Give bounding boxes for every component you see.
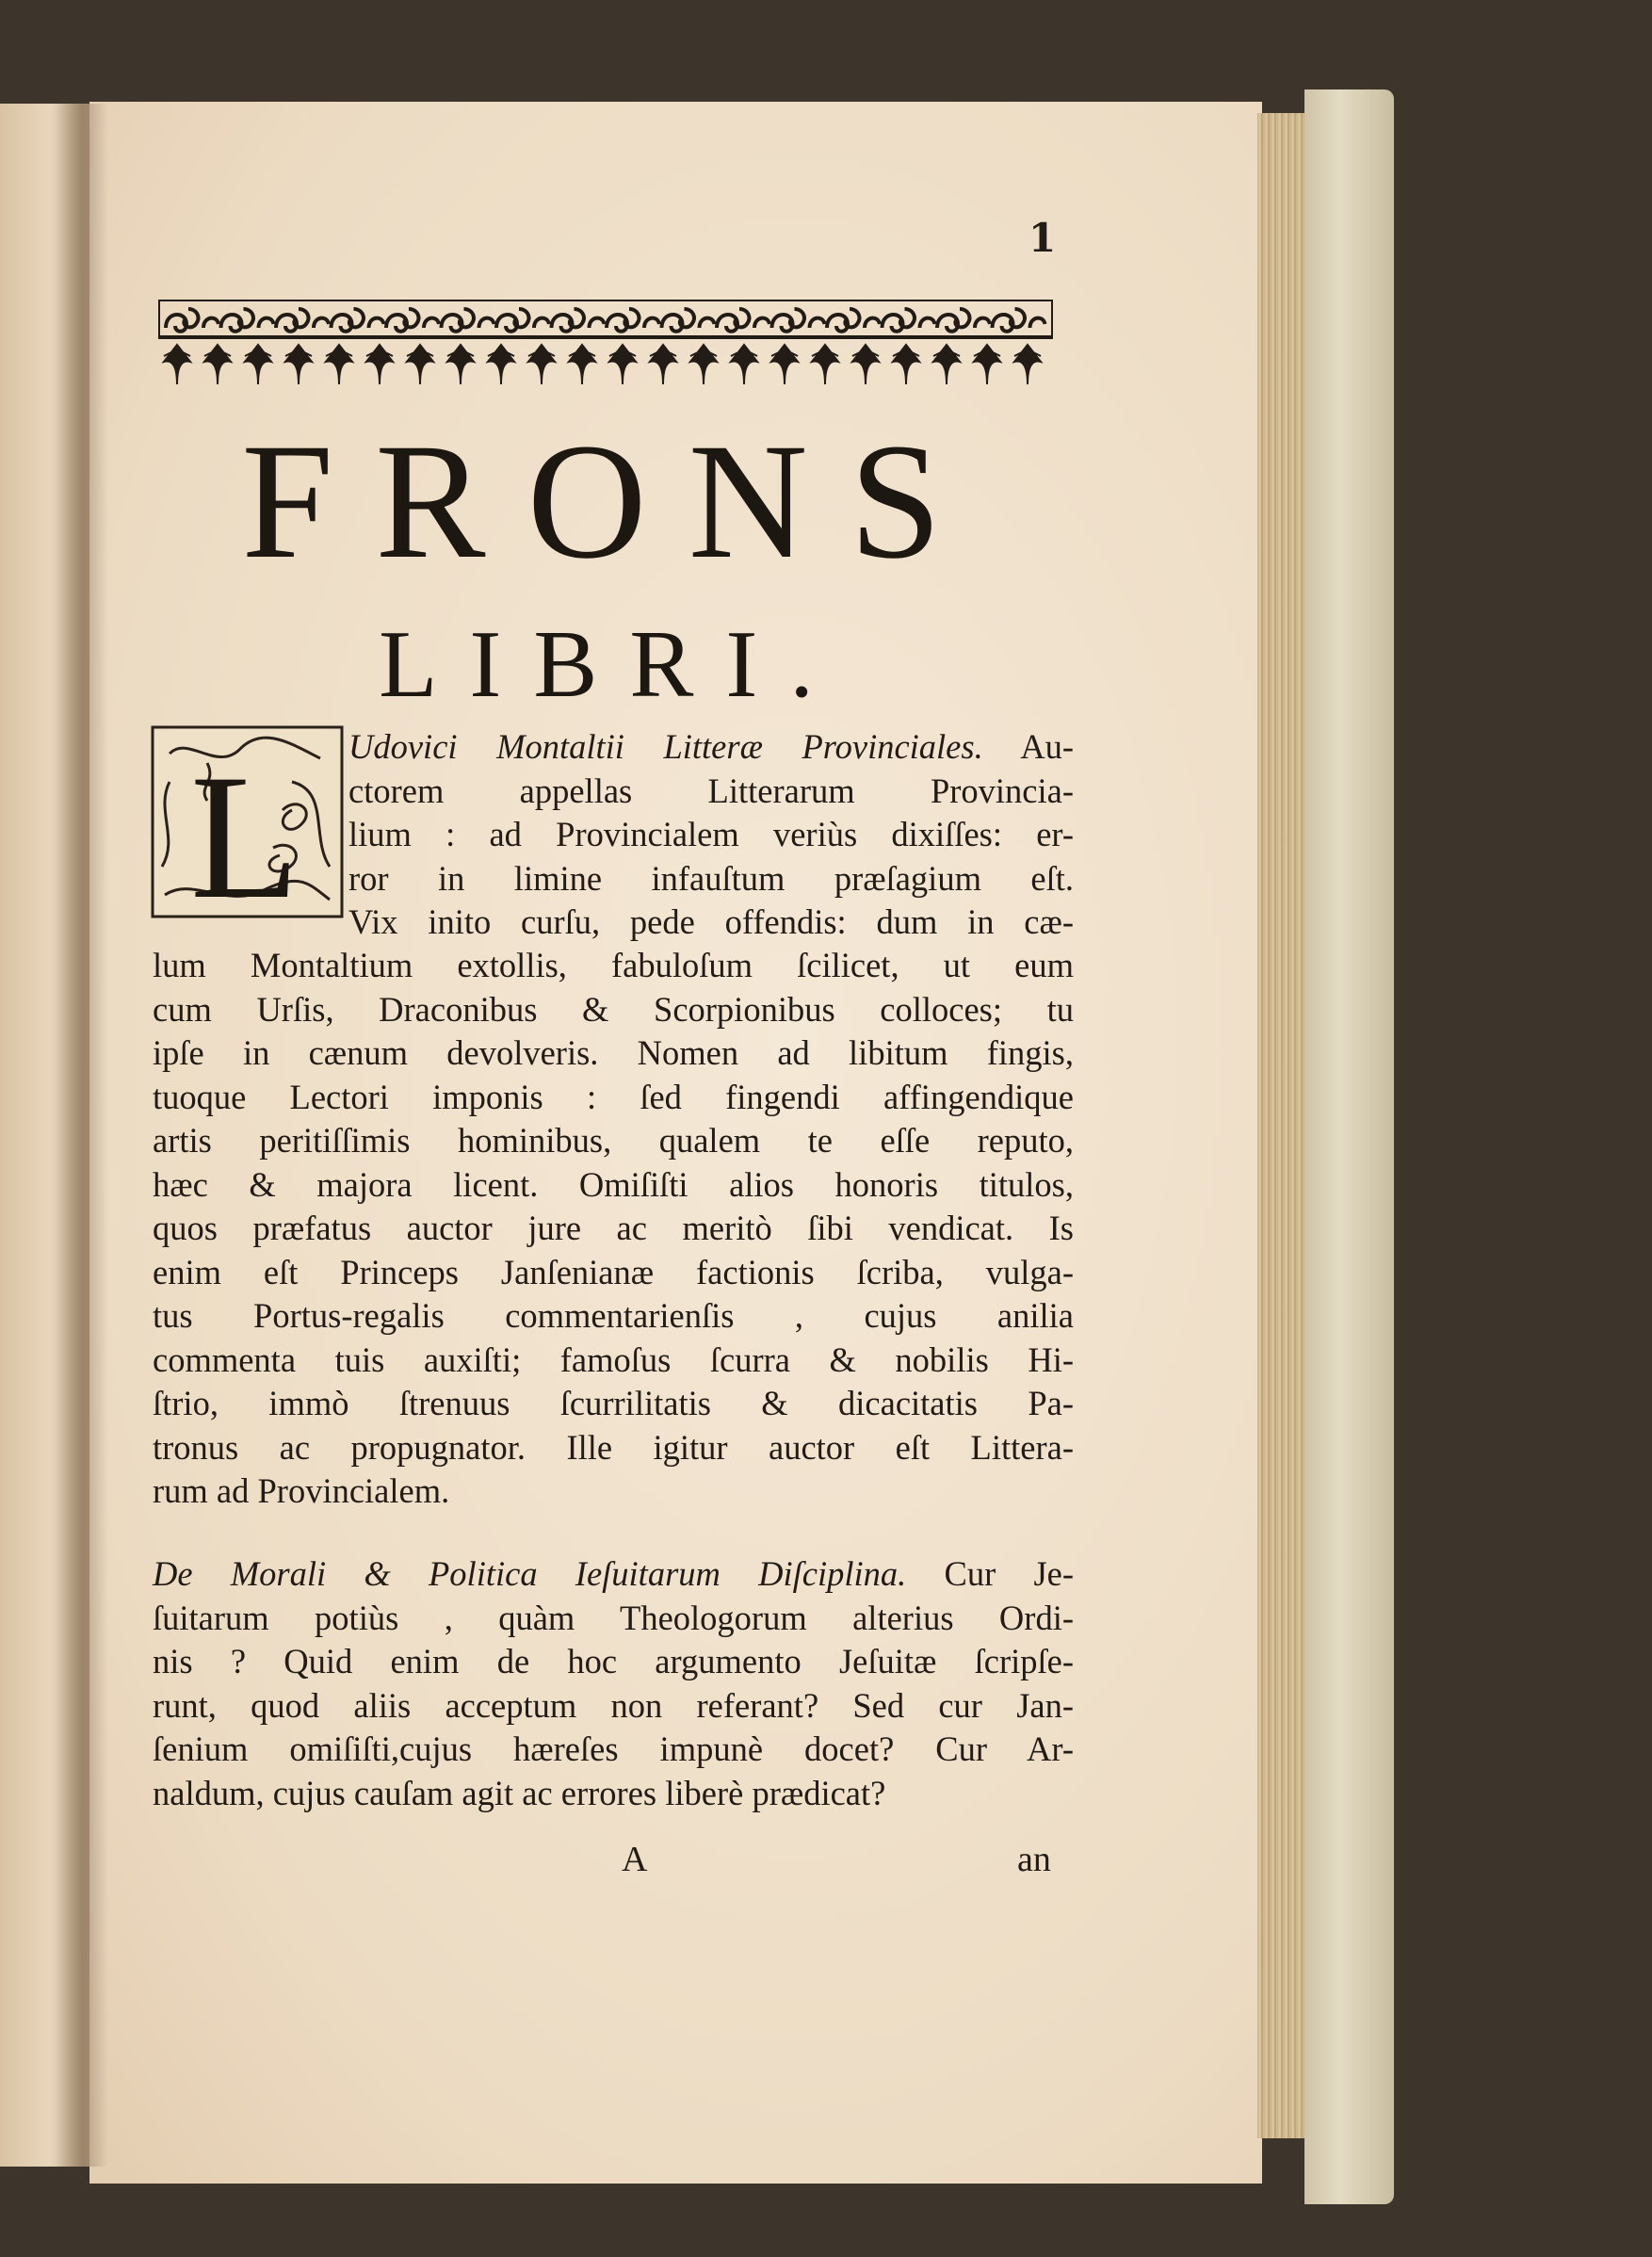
text-line: quos præfatus auctor jure ac meritò ſibi vendicat. Is	[153, 1209, 1074, 1247]
line-text: Vix inito curſu, pede offendis: dum in cæ-	[348, 902, 1074, 941]
signature-mark: A	[622, 1840, 648, 1879]
fleuron-motif	[974, 345, 1000, 384]
book-cover	[1304, 89, 1394, 2204]
line-text: lium : ad Provincialem veriùs dixiſſes: er-	[348, 815, 1074, 853]
headpiece-ornament	[158, 300, 1053, 386]
fleuron-motif	[771, 345, 798, 384]
text-line	[153, 1772, 1074, 1816]
line-text: ror in limine infauſtum præſagium eſt.	[348, 858, 1074, 898]
text-line	[153, 1728, 1074, 1772]
dropcap-letter: L	[190, 739, 300, 918]
fleuron-motif	[326, 345, 352, 384]
italic-heading: Udovici Montaltii Litteræ Provinciales.	[348, 727, 983, 766]
text-line	[348, 901, 1074, 945]
fleuron-motif	[366, 345, 393, 384]
text-line	[348, 857, 1074, 901]
line-text: ctorem appellas Litterarum Provincia-	[348, 771, 1074, 810]
text-line: lum Montaltium extollis, fabuloſum ſcilicet, ut eum	[153, 946, 1074, 984]
text-line: cum Urſis, Draconibus & Scorpionibus colloces; tu	[153, 989, 1074, 1029]
opening-lines	[348, 725, 1074, 945]
title: FRONS	[241, 410, 983, 593]
scroll-motif	[883, 309, 935, 332]
page-block-edge	[1257, 113, 1306, 2138]
second-paragraph	[153, 1552, 1074, 1815]
scroll-motif	[993, 309, 1045, 332]
fleuron-motif	[528, 345, 555, 384]
fleuron-motif	[650, 345, 676, 384]
text-line	[153, 1597, 1074, 1641]
line-text: Au-	[982, 727, 1074, 766]
fleuron-motif	[609, 345, 636, 384]
scroll-motif	[442, 309, 494, 332]
fleuron-motif	[407, 345, 433, 384]
text-line: rum ad Provincialem.	[153, 1471, 450, 1510]
line-text: runt, quod aliis acceptum non referant? Sed cur Jan-	[153, 1685, 1074, 1725]
fleuron-motif	[893, 345, 919, 384]
line-text: ſenium omiſiſti,cujus hæreſes impunè docet? Cur Ar-	[153, 1729, 1074, 1768]
page-number: 1	[1028, 215, 1057, 261]
fleuron-motif	[812, 345, 838, 384]
scroll-motif	[332, 309, 384, 332]
text-line: hæc & majora licent. Omiſiſti alios honoris titulos,	[153, 1164, 1074, 1204]
scroll-motif	[166, 309, 219, 332]
line-text: naldum, cujus cauſam agit ac errores liberè prædicat?	[153, 1773, 886, 1812]
text-line	[153, 1640, 1074, 1684]
text-line: artis peritiſſimis hominibus, qualem te eſſe reputo,	[153, 1121, 1074, 1160]
text-line: commenta tuis auxiſti; famoſus ſcurra & nobilis Hi-	[153, 1340, 1074, 1379]
scroll-motif	[221, 309, 274, 332]
line-text: Cur Je-	[906, 1554, 1075, 1593]
text-line: tronus ac propugnator. Ille igitur auctor eſt Littera-	[153, 1427, 1074, 1467]
text-line	[348, 725, 1074, 770]
scroll-motif	[607, 309, 659, 332]
decorated-initial	[151, 725, 344, 918]
scroll-motif	[386, 309, 439, 332]
body-text	[153, 944, 1074, 1514]
text-line: ipſe in cænum devolveris. Nomen ad libitum fingis,	[153, 1033, 1074, 1072]
fleuron-motif	[731, 345, 757, 384]
scroll-motif	[662, 309, 715, 332]
fleuron-motif	[488, 345, 514, 384]
scroll-motif	[937, 309, 990, 332]
fleuron-motif	[1014, 345, 1041, 384]
fleuron-motif	[447, 345, 474, 384]
fleuron-motif	[852, 345, 879, 384]
text-line: tus Portus-regalis commentarienſis , cujus anilia	[153, 1296, 1074, 1335]
text-line	[348, 813, 1074, 857]
gutter-shadow	[57, 104, 108, 2167]
scroll-motif	[772, 309, 825, 332]
line-text: nis ? Quid enim de hoc argumento Jeſuitæ ſcripſe-	[153, 1642, 1074, 1681]
subtitle: LIBRI.	[379, 611, 846, 718]
text-line: tuoque Lectori imponis : ſed fingendi affingendique	[153, 1077, 1074, 1116]
text-line	[153, 1552, 1074, 1597]
catchword: an	[1017, 1840, 1051, 1879]
fleuron-motif	[569, 345, 595, 384]
line-text: ſuitarum potiùs , quàm Theologorum alterius Ordi-	[153, 1598, 1074, 1637]
fleuron-motif	[164, 345, 190, 384]
fleuron-motif	[204, 345, 231, 384]
fleuron-motif	[690, 345, 717, 384]
text-line: enim eſt Princeps Janſenianæ factionis ſcriba, vulga-	[153, 1252, 1074, 1291]
fleuron-motif	[933, 345, 960, 384]
scroll-motif	[496, 309, 549, 332]
fleuron-motif	[245, 345, 271, 384]
text-line: ſtrio, immò ſtrenuus ſcurrilitatis & dicacitatis Pa-	[153, 1384, 1074, 1422]
scroll-motif	[827, 309, 880, 332]
scroll-motif	[276, 309, 329, 332]
scroll-motif	[552, 309, 605, 332]
fleuron-motif	[285, 345, 312, 384]
scroll-motif	[717, 309, 769, 332]
text-line	[153, 1684, 1074, 1729]
text-line	[348, 770, 1074, 814]
italic-heading: De Morali & Politica Ieſuitarum Diſciplina.	[153, 1554, 907, 1593]
